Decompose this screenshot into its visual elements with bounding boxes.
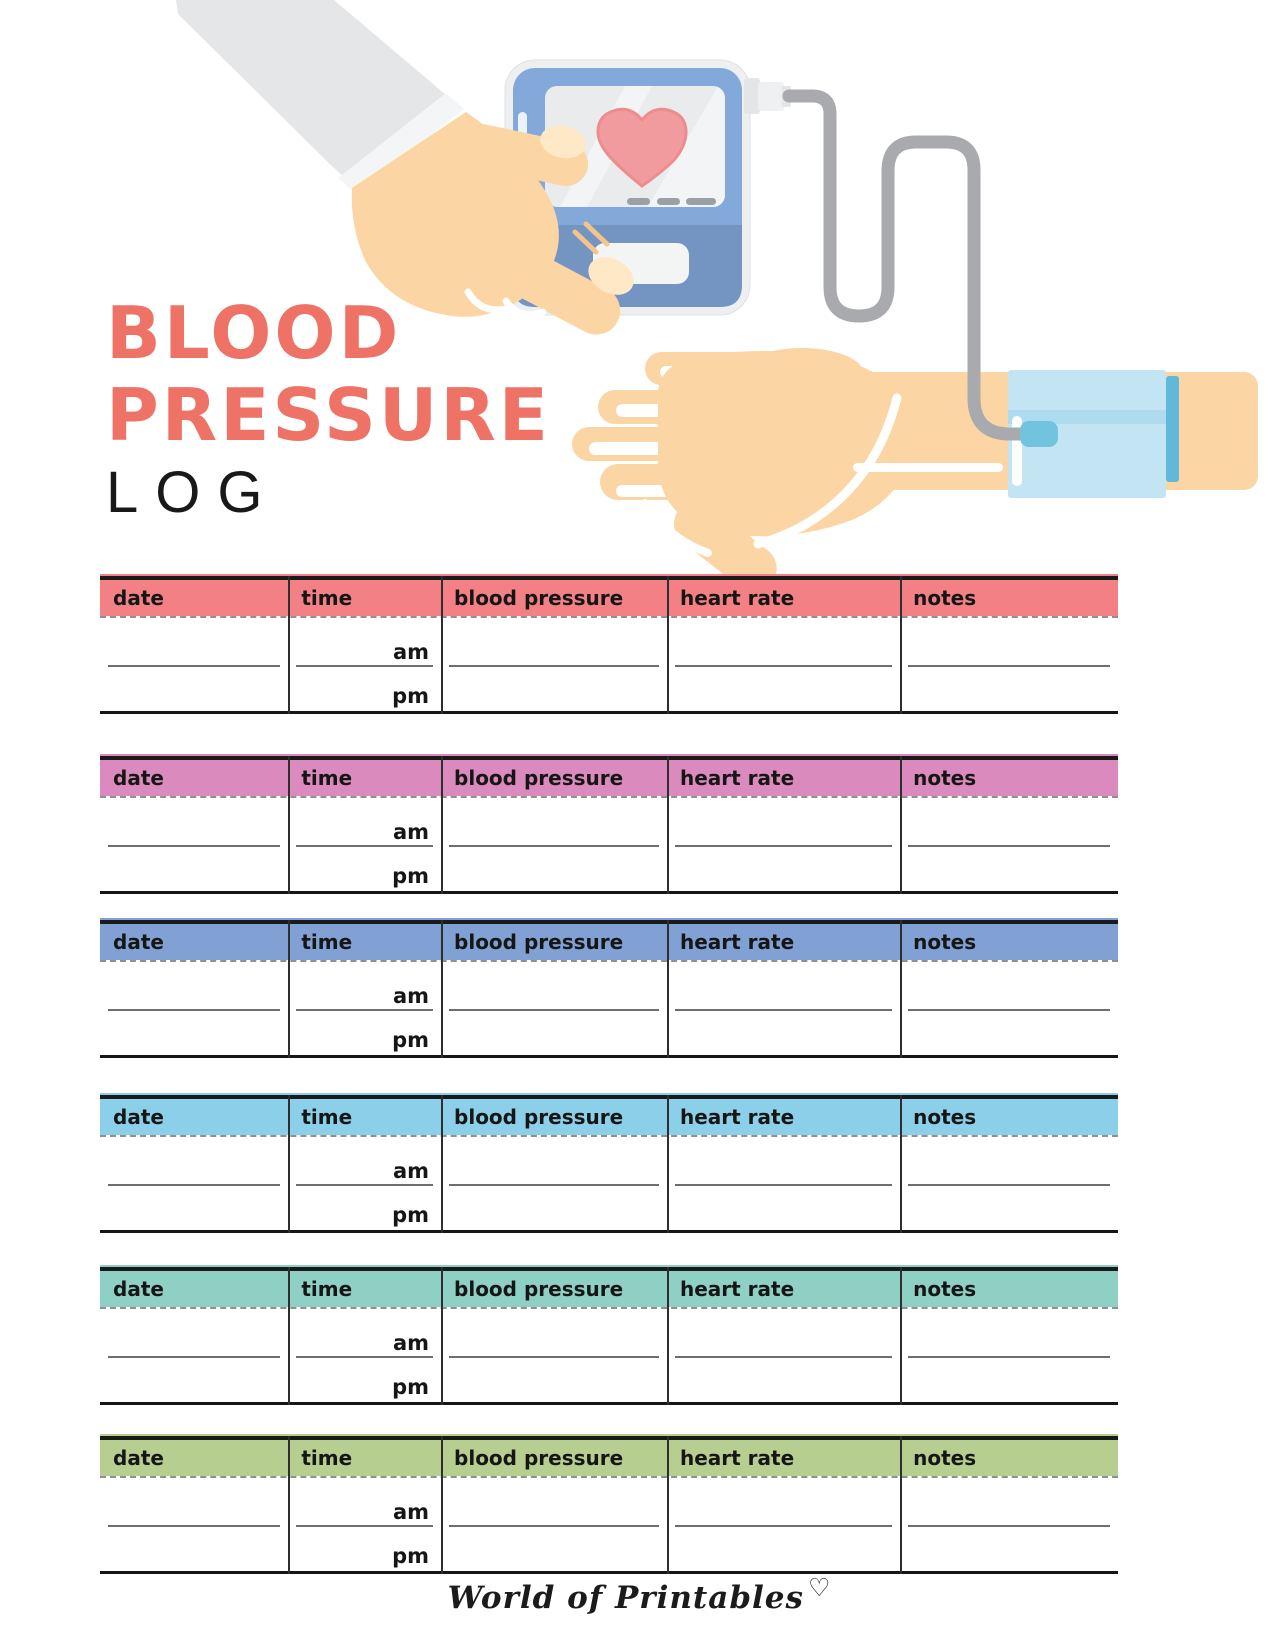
title-word-pressure: PRESSURE — [106, 373, 551, 457]
table-row-pm — [100, 1011, 1118, 1058]
column-header-notes: notes — [913, 766, 977, 790]
column-header-date: date — [113, 930, 164, 954]
column-header-notes: notes — [913, 930, 977, 954]
column-header-date: date — [113, 586, 164, 610]
table-header-row — [100, 1271, 1118, 1307]
column-divider — [667, 756, 669, 894]
log-table-3 — [100, 918, 1118, 1058]
column-header-blood-pressure: blood pressure — [454, 766, 624, 790]
table-row-am — [100, 1313, 1118, 1358]
column-header-notes: notes — [913, 586, 977, 610]
column-header-blood-pressure: blood pressure — [454, 1105, 624, 1129]
column-divider — [900, 1267, 902, 1405]
time-label-am: am — [392, 1159, 430, 1183]
cuff-port — [1020, 421, 1058, 447]
time-label-am: am — [392, 640, 430, 664]
time-label-pm: pm — [392, 864, 430, 888]
column-header-date: date — [113, 1446, 164, 1470]
column-divider — [288, 920, 290, 1058]
column-divider — [667, 1436, 669, 1574]
column-header-date: date — [113, 766, 164, 790]
log-table-5 — [100, 1265, 1118, 1405]
column-divider — [441, 1267, 443, 1405]
table-row-am — [100, 1141, 1118, 1186]
column-divider — [667, 576, 669, 714]
table-row-am — [100, 1482, 1118, 1527]
time-label-pm: pm — [392, 1203, 430, 1227]
column-header-heart-rate: heart rate — [680, 1105, 795, 1129]
column-header-heart-rate: heart rate — [680, 766, 795, 790]
column-header-heart-rate: heart rate — [680, 1446, 795, 1470]
column-divider — [900, 576, 902, 714]
tube-connector — [744, 78, 760, 114]
column-divider — [441, 1436, 443, 1574]
column-header-time: time — [301, 766, 353, 790]
column-divider — [667, 1267, 669, 1405]
time-label-pm: pm — [392, 1028, 430, 1052]
table-row-pm — [100, 1358, 1118, 1405]
heart-outline-icon: ♡ — [807, 1573, 832, 1602]
column-divider — [900, 1436, 902, 1574]
column-divider — [288, 756, 290, 894]
time-label-am: am — [392, 1331, 430, 1355]
time-label-pm: pm — [392, 1544, 430, 1568]
table-header-row — [100, 580, 1118, 616]
column-header-notes: notes — [913, 1277, 977, 1301]
title-word-log: LOG — [106, 460, 280, 525]
table-header-row — [100, 1440, 1118, 1476]
table-row-am — [100, 966, 1118, 1011]
column-header-heart-rate: heart rate — [680, 930, 795, 954]
column-header-date: date — [113, 1105, 164, 1129]
time-label-pm: pm — [392, 684, 430, 708]
column-divider — [441, 1095, 443, 1233]
column-divider — [441, 756, 443, 894]
column-header-date: date — [113, 1277, 164, 1301]
table-row-pm — [100, 667, 1118, 714]
column-divider — [667, 920, 669, 1058]
column-divider — [288, 1095, 290, 1233]
column-header-heart-rate: heart rate — [680, 1277, 795, 1301]
column-header-blood-pressure: blood pressure — [454, 930, 624, 954]
time-label-am: am — [392, 1500, 430, 1524]
column-header-notes: notes — [913, 1446, 977, 1470]
table-row-am — [100, 802, 1118, 847]
column-divider — [900, 756, 902, 894]
column-divider — [667, 1095, 669, 1233]
table-header-row — [100, 924, 1118, 960]
column-divider — [900, 1095, 902, 1233]
table-row-am — [100, 622, 1118, 667]
column-header-blood-pressure: blood pressure — [454, 1446, 624, 1470]
table-header-row — [100, 1099, 1118, 1135]
footer-brand — [0, 1573, 1275, 1616]
column-header-time: time — [301, 1277, 353, 1301]
column-divider — [441, 920, 443, 1058]
time-label-am: am — [392, 984, 430, 1008]
title-word-blood: BLOOD — [106, 291, 402, 375]
column-divider — [441, 576, 443, 714]
log-table-6 — [100, 1434, 1118, 1574]
column-header-time: time — [301, 1446, 353, 1470]
column-header-time: time — [301, 930, 353, 954]
time-label-am: am — [392, 820, 430, 844]
table-row-pm — [100, 847, 1118, 894]
log-table-2 — [100, 754, 1118, 894]
column-header-time: time — [301, 586, 353, 610]
table-header-row — [100, 760, 1118, 796]
column-header-blood-pressure: blood pressure — [454, 586, 624, 610]
table-row-pm — [100, 1186, 1118, 1233]
column-divider — [288, 576, 290, 714]
column-header-blood-pressure: blood pressure — [454, 1277, 624, 1301]
column-header-notes: notes — [913, 1105, 977, 1129]
time-label-pm: pm — [392, 1375, 430, 1399]
log-table-4 — [100, 1093, 1118, 1233]
column-header-time: time — [301, 1105, 353, 1129]
column-header-heart-rate: heart rate — [680, 586, 795, 610]
brand-text: World of Printables — [447, 1580, 804, 1616]
column-divider — [900, 920, 902, 1058]
column-divider — [288, 1267, 290, 1405]
log-table-1 — [100, 574, 1118, 714]
column-divider — [288, 1436, 290, 1574]
table-row-pm — [100, 1527, 1118, 1574]
page-title — [106, 292, 551, 524]
